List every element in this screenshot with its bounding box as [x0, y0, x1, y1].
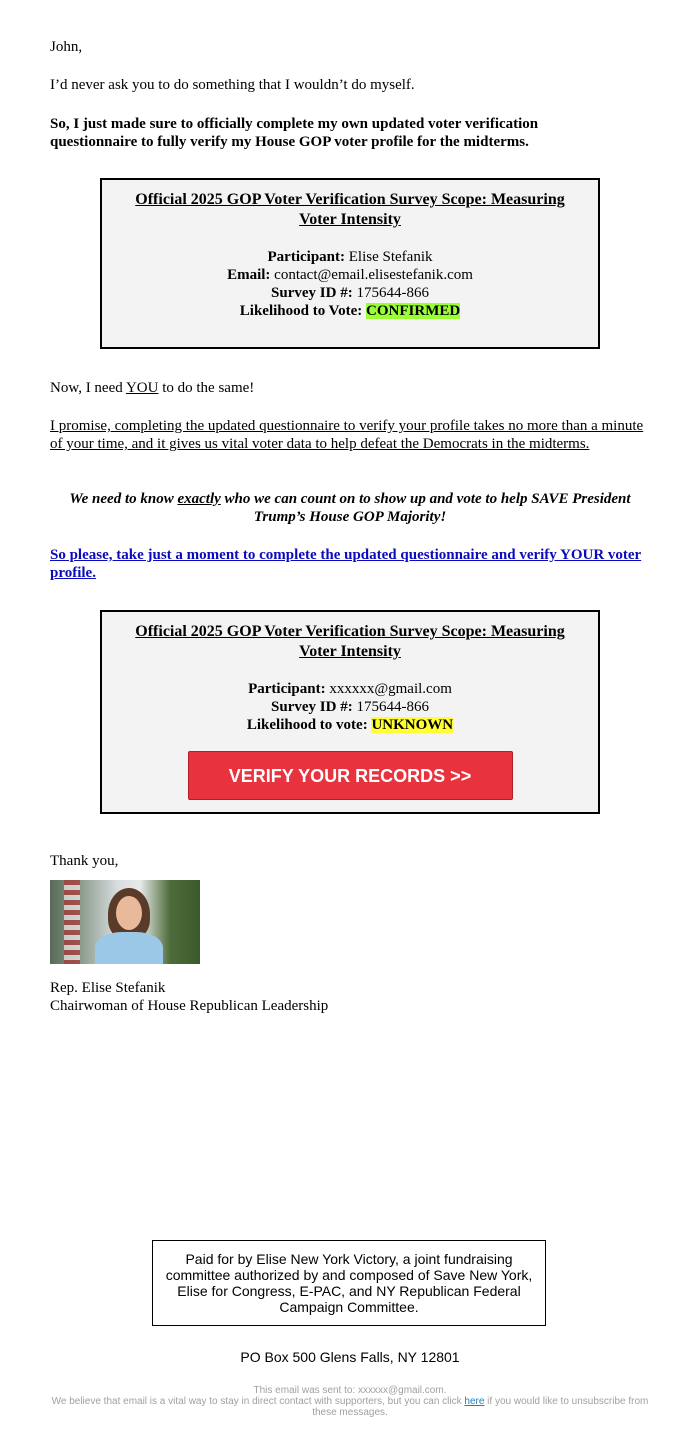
likelihood-label: Likelihood to Vote:: [239, 303, 363, 319]
survey-box-unknown: [100, 610, 600, 814]
likelihood-status-badge: CONFIRMED: [366, 303, 461, 319]
greeting: John,: [50, 39, 83, 55]
signature-name: Rep. Elise Stefanik: [50, 980, 166, 996]
unsubscribe-link[interactable]: here: [464, 1396, 485, 1407]
survey-id-label: Survey ID #:: [271, 285, 353, 301]
survey-id-label: Survey ID #:: [271, 699, 353, 715]
participant-value: Elise Stefanik: [348, 249, 433, 265]
participant-label: Participant:: [248, 681, 326, 697]
participant-value: xxxxxx@gmail.com: [329, 681, 452, 697]
survey-id-value: 175644-866: [356, 699, 429, 715]
likelihood-status-badge: UNKNOWN: [371, 717, 454, 733]
mailing-address: PO Box 500 Glens Falls, NY 12801: [240, 1349, 460, 1365]
signature-title: Chairwoman of House Republican Leadership: [50, 998, 329, 1014]
intro-text: I’d never ask you to do something that I wouldn’t do myself.: [50, 77, 415, 93]
promise-paragraph: I promise, completing the updated questionnaire to verify your profile takes no more than a minute of your time, and it gives us vital voter data to help defeat the Democrats in the midterms.: [50, 418, 644, 452]
footer-notice: [50, 1385, 650, 1418]
questionnaire-link[interactable]: So please, take just a moment to complete the updated questionnaire and verify YOUR voter profile.: [50, 547, 642, 581]
survey-title: Official 2025 GOP Voter Verification Survey Scope: Measuring Voter Intensity: [135, 191, 565, 228]
verify-records-button[interactable]: VERIFY YOUR RECORDS >>: [188, 751, 513, 800]
email-value: contact@email.elisestefanik.com: [274, 267, 473, 283]
thanks-text: Thank you,: [50, 853, 119, 869]
call-to-action-text: Now, I need YOU to do the same!: [50, 380, 255, 396]
likelihood-label: Likelihood to vote:: [246, 717, 368, 733]
survey-id-value: 175644-866: [356, 285, 429, 301]
italic-paragraph: We need to know exactly who we can count on to show up and vote to help SAVE President Trump’s House GOP Majority!: [69, 491, 631, 525]
survey-title: Official 2025 GOP Voter Verification Survey Scope: Measuring Voter Intensity: [135, 623, 565, 660]
participant-label: Participant:: [267, 249, 345, 265]
email-label: Email:: [227, 267, 271, 283]
sent-to-text: This email was sent to: xxxxxx@gmail.com.: [253, 1385, 447, 1396]
bold-paragraph: So, I just made sure to officially complete my own updated voter verification questionnaire to fully verify my House GOP voter profile for the midterms.: [50, 116, 539, 150]
signature-photo: [50, 880, 200, 964]
survey-box-confirmed: [100, 178, 600, 349]
paid-for-disclaimer: Paid for by Elise New York Victory, a joint fundraising committee authorized by and composed of Save New York, Elise for Congress, E-PAC, and NY Republican Federal Campaign Committee.: [152, 1240, 546, 1326]
unsubscribe-text: We believe that email is a vital way to stay in direct contact with supporters, but you can click here if you would like to unsubscribe from these messages.: [51, 1396, 649, 1418]
